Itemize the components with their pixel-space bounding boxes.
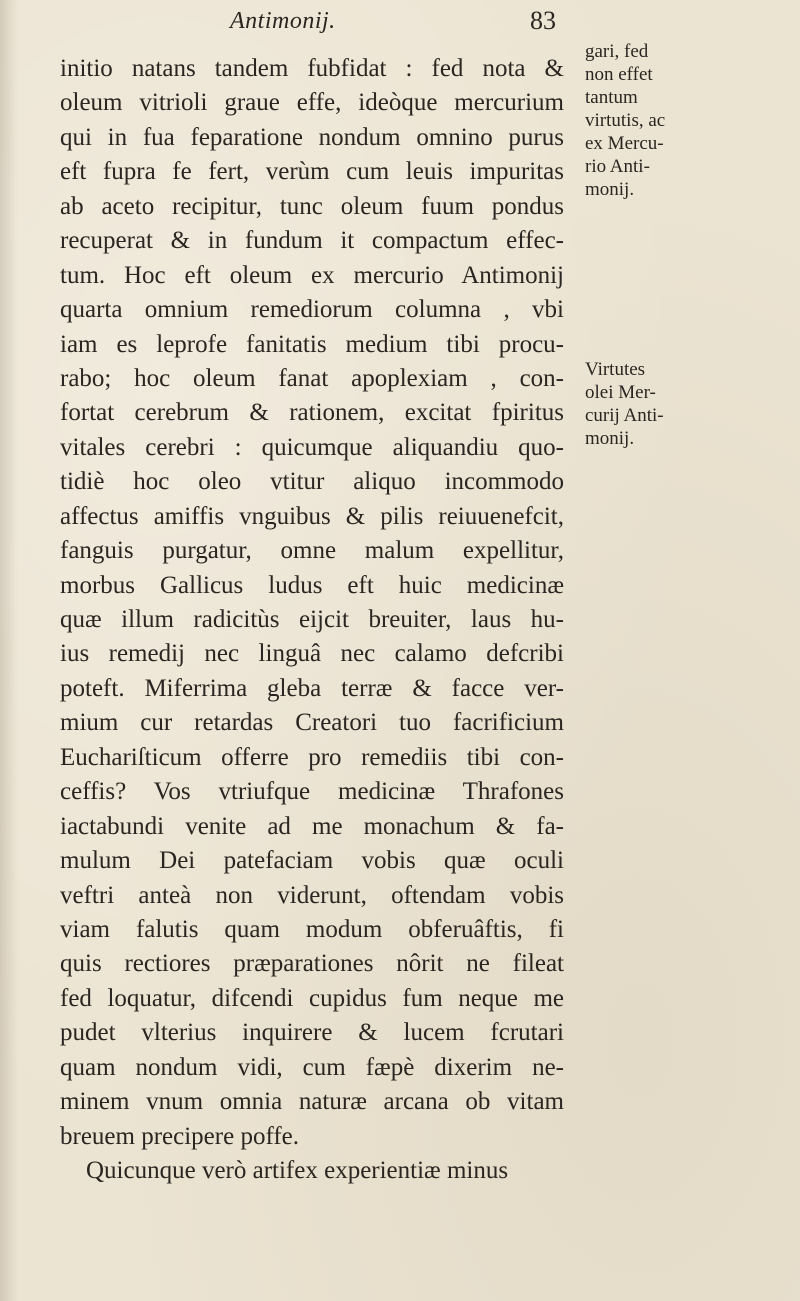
- text-line: affectus amiffis vnguibus & pilis reiuuenefcit,: [60, 502, 564, 530]
- page-header: [60, 2, 560, 42]
- text-line: vitales cerebri : quicumque aliquandiu quo-: [60, 433, 564, 461]
- text-line: rabo; hoc oleum fanat apoplexiam , con-: [60, 364, 564, 392]
- text-line: fanguis purgatur, omne malum expellitur,: [60, 537, 564, 565]
- text-line: iam es leprofe fanitatis medium tibi procu-: [60, 330, 564, 358]
- text-line: pudet vlterius inquirere & lucem fcrutari: [60, 1019, 564, 1047]
- marginal-line: gari, fed: [585, 41, 649, 62]
- text-line: Quicunque verò artifex experientiæ minus: [86, 1157, 509, 1184]
- marginal-line: monij.: [585, 179, 635, 200]
- text-line: quam nondum vidi, cum fæpè dixerim ne-: [60, 1053, 564, 1081]
- running-title: Antimonij.: [230, 8, 336, 34]
- page-number: 83: [530, 6, 556, 35]
- text-line: initio natans tandem fubfidat : fed nota &: [60, 55, 564, 82]
- text-line: fed loquatur, difcendi cupidus fum neque me: [60, 984, 564, 1012]
- marginal-line: virtutis, ac: [585, 110, 666, 131]
- marginal-line: Virtutes: [585, 359, 646, 380]
- text-line: quæ illum radicitùs eijcit breuiter, laus hu-: [60, 606, 564, 633]
- text-line: poteft. Miferrima gleba terræ & facce ver-: [60, 674, 564, 702]
- main-text-block: [60, 52, 564, 1188]
- marginal-line: olei Mer-: [585, 382, 656, 403]
- text-line: tidiè hoc oleo vtitur aliquo incommodo: [60, 468, 564, 496]
- text-line: ab aceto recipitur, tunc oleum fuum pondus: [60, 192, 564, 220]
- text-line: oleum vitrioli graue effe, ideòque mercurium: [60, 89, 564, 117]
- marginal-line: rio Anti-: [585, 156, 650, 177]
- text-line: mium cur retardas Creatori tuo facrificium: [60, 709, 564, 737]
- marginal-line: monij.: [585, 428, 635, 449]
- text-line: morbus Gallicus ludus eft huic medicinæ: [60, 571, 564, 599]
- marginal-line: ex Mercu-: [585, 133, 664, 154]
- marginal-line: non effet: [585, 64, 653, 85]
- text-line: eft fupra fe fert, verùm cum leuis impuritas: [60, 158, 564, 186]
- text-line: breuem precipere poffe.: [60, 1122, 299, 1150]
- text-line: veftri anteà non viderunt, oftendam vobis: [60, 881, 564, 909]
- text-line: minem vnum omnia naturæ arcana ob vitam: [60, 1088, 564, 1116]
- page-gutter-shadow: [0, 0, 18, 1301]
- text-line: tum. Hoc eft oleum ex mercurio Antimonij: [60, 261, 564, 289]
- marginal-line: curij Anti-: [585, 405, 664, 426]
- text-line: qui in fua feparatione nondum omnino purus: [60, 123, 564, 151]
- marginal-note: [585, 358, 755, 450]
- text-line: viam falutis quam modum obferuâftis, fi: [60, 915, 564, 943]
- text-line: iactabundi venite ad me monachum & fa-: [60, 812, 564, 840]
- marginal-note: [585, 40, 755, 201]
- text-line: mulum Dei patefaciam vobis quæ oculi: [60, 847, 564, 875]
- text-line: Euchariſticum offerre pro remediis tibi con-: [60, 743, 564, 771]
- text-line: fortat cerebrum & rationem, excitat fpiritus: [60, 399, 564, 427]
- text-line: ius remedij nec linguâ nec calamo defcribi: [60, 640, 564, 668]
- text-line: quis rectiores præparationes nôrit ne fileat: [60, 950, 564, 978]
- text-line: ceffis? Vos vtriufque medicinæ Thrafones: [60, 778, 564, 806]
- text-line: quarta omnium remediorum columna , vbi: [60, 296, 564, 324]
- marginal-line: tantum: [585, 87, 638, 108]
- text-line: recuperat & in fundum it compactum effec-: [60, 227, 564, 255]
